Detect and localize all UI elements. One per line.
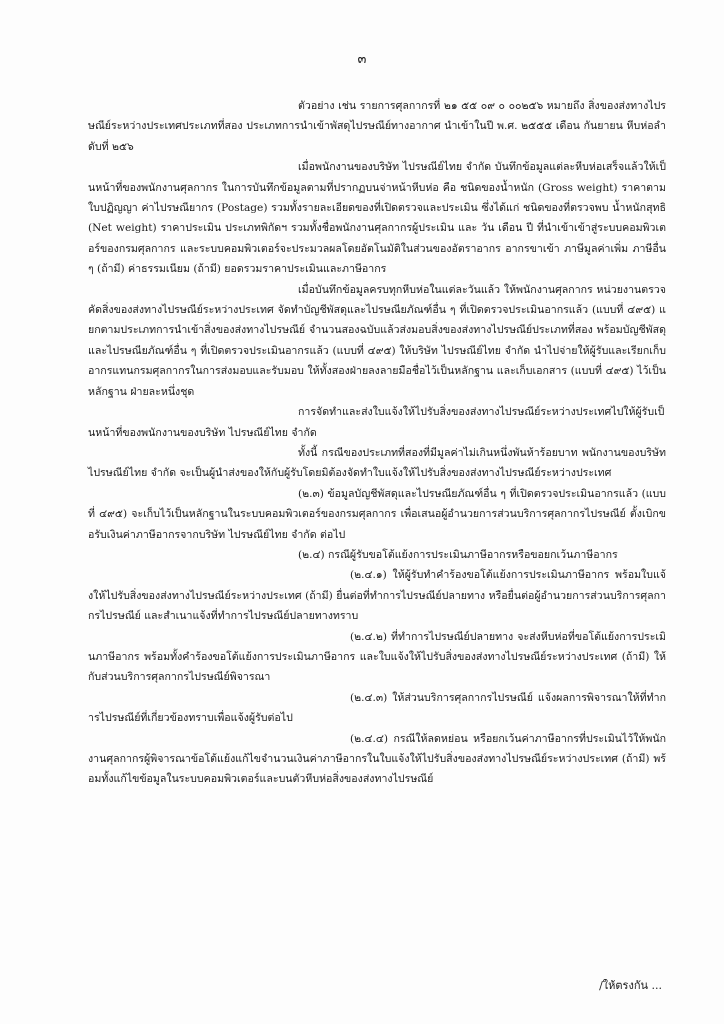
paragraph-item-2-4-2: (๒.๔.๒) ที่ทำการไปรษณีย์ปลายทาง จะส่งหีบห่อที่ขอโต้แย้งการประเมินภาษีอากร พร้อมทั้งคำร้องขอโต้แย้งการประเมินภาษีอากร และใบแจ้งให้ไปรับสิ่งของส่งทางไปรษณีย์ระหว่างประเทศ (ถ้ามี) ให้กับส่วนบริการศุลกากรไปรษณีย์พิจารณา	[88, 630, 666, 684]
paragraph-item-2-3: (๒.๓) ข้อมูลบัญชีพัสดุและไปรษณียภัณฑ์อื่น ๆ ที่เปิดตรวจประเมินอากรแล้ว (แบบที่ ๔๙๕) จะเก็บไว้เป็นหลักฐานในระบบคอมพิวเตอร์ของกรมศุลกากร เพื่อเสนอผู้อำนวยการส่วนบริการศุลกากรไปรษณีย์ ตั้งเบิกขอรับเงินค่าภาษีอากรจากบริษัท ไปรษณีย์ไทย จำกัด ต่อไป	[88, 487, 666, 541]
paragraph-item-2-4-3: (๒.๔.๓) ให้ส่วนบริการศุลกากรไปรษณีย์ แจ้งผลการพิจารณาให้ที่ทำการไปรษณีย์ที่เกี่ยวข้องทราบเพื่อแจ้งผู้รับต่อไป	[88, 691, 666, 725]
document-body	[88, 96, 666, 790]
paragraph-record-data: เมื่อพนักงานของบริษัท ไปรษณีย์ไทย จำกัด บันทึกข้อมูลแต่ละหีบห่อเสร็จแล้วให้เป็นหน้าที่ของพนักงานศุลกากร ในการบันทึกข้อมูลตามที่ปรากฏบนจ่าหน้าหีบห่อ คือ ชนิดของน้ำหนัก (Gross weight) ราคาตามใบปฏิญญา ค่าไปรษณียากร (Postage) รวมทั้งรายละเอียดของที่เปิดตรวจและประเมิน ซึ่งได้แก่ ชนิดของที่ตรวจพบ น้ำหนักสุทธิ (Net weight) ราคาประเมิน ประเภทพิกัดฯ รวมทั้งชื่อพนักงานศุลกากรผู้ประเมิน และ วัน เดือน ปี ที่นำเข้าเข้าสู่ระบบคอมพิวเตอร์ของกรมศุลกากร และระบบคอมพิวเตอร์จะประมวลผลโดยอัตโนมัติในส่วนของอัตราอากร อากรขาเข้า ภาษีมูลค่าเพิ่ม ภาษีอื่น ๆ (ถ้ามี) ค่าธรรมเนียม (ถ้ามี) ยอดรวมราคาประเมินและภาษีอากร	[88, 161, 666, 276]
paragraph-item-2-4-1: (๒.๔.๑) ให้ผู้รับทำคำร้องขอโต้แย้งการประเมินภาษีอากร พร้อมใบแจ้งให้ไปรับสิ่งของส่งทางไปรษณีย์ระหว่างประเทศ (ถ้ามี) ยื่นต่อที่ทำการไปรษณีย์ปลายทาง หรือยื่นต่อผู้อำนวยการส่วนบริการศุลกากรไปรษณีย์ และสำเนาแจ้งที่ทำการไปรษณีย์ปลายทางทราบ	[88, 569, 666, 623]
paragraph-item-2-4-4: (๒.๔.๔) กรณีให้ลดหย่อน หรือยกเว้นค่าภาษีอากรที่ประเมินไว้ให้พนักงานศุลกากรผู้พิจารณาข้อโต้แย้งแก้ไขจำนวนเงินค่าภาษีอากรในใบแจ้งให้ไปรับสิ่งของส่งทางไปรษณีย์ระหว่างประเทศ (ถ้ามี) พร้อมทั้งแก้ไขข้อมูลในระบบคอมพิวเตอร์และบนตัวหีบห่อสิ่งของส่งทางไปรษณีย์	[88, 732, 666, 786]
continuation-marker: /ให้ตรงกัน ...	[599, 979, 662, 992]
page-number: ๓	[357, 52, 367, 67]
paragraph-delivery-notice: การจัดทำและส่งใบแจ้งให้ไปรับสิ่งของส่งทางไปรษณีย์ระหว่างประเทศไปให้ผู้รับเป็นหน้าที่ของพนักงานของบริษัท ไปรษณีย์ไทย จำกัด	[88, 406, 665, 439]
paragraph-daily-summary: เมื่อบันทึกข้อมูลครบทุกหีบห่อในแต่ละวันแล้ว ให้พนักงานศุลกากร หน่วยงานตรวจคัดสิ่งของส่งทางไปรษณีย์ระหว่างประเทศ จัดทำบัญชีพัสดุและไปรษณียภัณฑ์อื่น ๆ ที่เปิดตรวจประเมินอากรแล้ว (แบบที่ ๔๙๕) แยกตามประเภทการนำเข้าสิ่งของส่งทางไปรษณีย์ จำนวนสองฉบับแล้วส่งมอบสิ่งของส่งทางไปรษณีย์ประเภทที่สอง พร้อมบัญชีพัสดุและไปรษณียภัณฑ์อื่น ๆ ที่เปิดตรวจประเมินอากรแล้ว (แบบที่ ๔๙๕) ให้บริษัท ไปรษณีย์ไทย จำกัด นำไปจ่ายให้ผู้รับและเรียกเก็บอากรแทนกรมศุลกากรในการส่งมอบและรับมอบ ให้ทั้งสองฝ่ายลงลายมือชื่อไว้เป็นหลักฐาน และเก็บเอกสาร (แบบที่ ๔๙๕) ไว้เป็นหลักฐาน ฝ่ายละหนึ่งชุด	[88, 283, 666, 398]
paragraph-low-value: ทั้งนี้ กรณีของประเภทที่สองที่มีมูลค่าไม่เกินหนึ่งพันห้าร้อยบาท พนักงานของบริษัท ไปรษณีย์ไทย จำกัด จะเป็นผู้นำส่งของให้กับผู้รับโดยมิต้องจัดทำใบแจ้งให้ไปรับสิ่งของส่งทางไปรษณีย์ระหว่างประเทศ	[88, 446, 666, 480]
paragraph-item-2-4: (๒.๔) กรณีผู้รับขอโต้แย้งการประเมินภาษีอากรหรือขอยกเว้นภาษีอากร	[298, 548, 618, 561]
paragraph-example: ตัวอย่าง เช่น รายการศุลกากรที่ ๒๑ ๕๕ ๐๙ ๐ ๐๐๒๕๖ หมายถึง สิ่งของส่งทางไปรษณีย์ระหว่างประเทศประเภทที่สอง ประเภทการนำเข้าพัสดุไปรษณีย์ทางอากาศ นำเข้าในปี พ.ศ. ๒๕๕๕ เดือน กันยายน หีบห่อลำดับที่ ๒๕๖	[88, 100, 666, 153]
